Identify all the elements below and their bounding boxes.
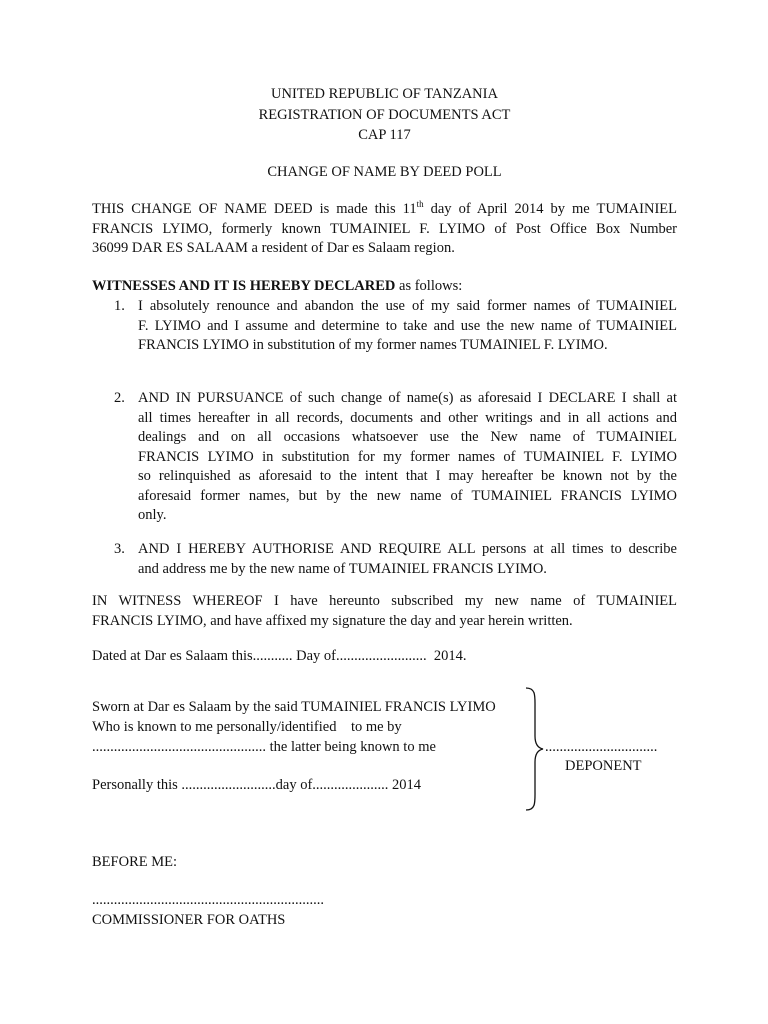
brace-icon bbox=[522, 686, 546, 812]
deponent-label: DEPONENT bbox=[565, 758, 642, 774]
deed-poll-document bbox=[92, 0, 677, 1024]
dated-line: Dated at Dar es Salaam this........... Day of......................... 2014. bbox=[92, 648, 467, 664]
item-2-number: 2. bbox=[114, 390, 125, 406]
intro-paragraph bbox=[92, 200, 677, 259]
item-1-number: 1. bbox=[114, 298, 125, 314]
intro-line-2: FRANCIS LYIMO, formerly known TUMAINIEL F. LYIMO of Post Office Box Number bbox=[92, 220, 677, 237]
item-3-number: 3. bbox=[114, 541, 125, 557]
sworn-line-1: Sworn at Dar es Salaam by the said TUMAINIEL FRANCIS LYIMO bbox=[92, 699, 496, 715]
ordinal-suffix: th bbox=[416, 199, 424, 210]
item-3-text: AND I HEREBY AUTHORISE AND REQUIRE ALL persons at all times to describe and address me by the new name of TUMAINIEL FRANCIS LYIMO. bbox=[138, 541, 677, 577]
header-country: UNITED REPUBLIC OF TANZANIA bbox=[271, 86, 498, 102]
intro-line-3: 36099 DAR ES SALAAM a resident of Dar es Salaam region. bbox=[92, 240, 455, 256]
item-2-text: AND IN PURSUANCE of such change of name(s) as aforesaid I DECLARE I shall at all times hereafter in all records, documents and other writings and in all actions and dealings and on all occasions whatsoever use the New name of TUMAINIEL FRANCIS LYIMO in substitution for my former names of TUMAINIEL F. LYIMO so relinquished as aforesaid to the intent that I may hereafter be known not by the aforesaid former names, but by the new name of TUMAINIEL FRANCIS LYIMO only. bbox=[138, 390, 677, 523]
witness-paragraph: IN WITNESS WHEREOF I have hereunto subscribed my new name of TUMAINIEL FRANCIS LYIMO, and have affixed my signature the day and year herein written. bbox=[92, 593, 677, 629]
header-act: REGISTRATION OF DOCUMENTS ACT bbox=[258, 107, 511, 123]
sworn-line-3: ................................................ the latter being known to me bbox=[92, 739, 436, 755]
header-cap: CAP 117 bbox=[358, 127, 411, 143]
item-1-text: I absolutely renounce and abandon the use of my said former names of TUMAINIEL F. LYIMO and I assume and determine to take and use the new name of TUMAINIEL FRANCIS LYIMO in substitution of my former names TUMAINIEL F. LYIMO. bbox=[138, 298, 677, 353]
sworn-line-4: Personally this ..........................day of..................... 2014 bbox=[92, 777, 422, 793]
document-title: CHANGE OF NAME BY DEED POLL bbox=[267, 164, 502, 180]
sworn-line-2: Who is known to me personally/identified to me by bbox=[92, 719, 402, 735]
commissioner-label: COMMISSIONER FOR OATHS bbox=[92, 912, 286, 928]
deponent-signature-line: ............................... bbox=[545, 739, 658, 755]
commissioner-signature-line: ................................................................ bbox=[92, 892, 324, 908]
declared-heading: WITNESSES AND IT IS HEREBY DECLARED as follows: bbox=[92, 278, 463, 294]
intro-line-1: THIS CHANGE OF NAME DEED is made this 11th day of April 2014 by me TUMAINIEL bbox=[92, 199, 677, 217]
before-me-label: BEFORE ME: bbox=[92, 854, 177, 870]
